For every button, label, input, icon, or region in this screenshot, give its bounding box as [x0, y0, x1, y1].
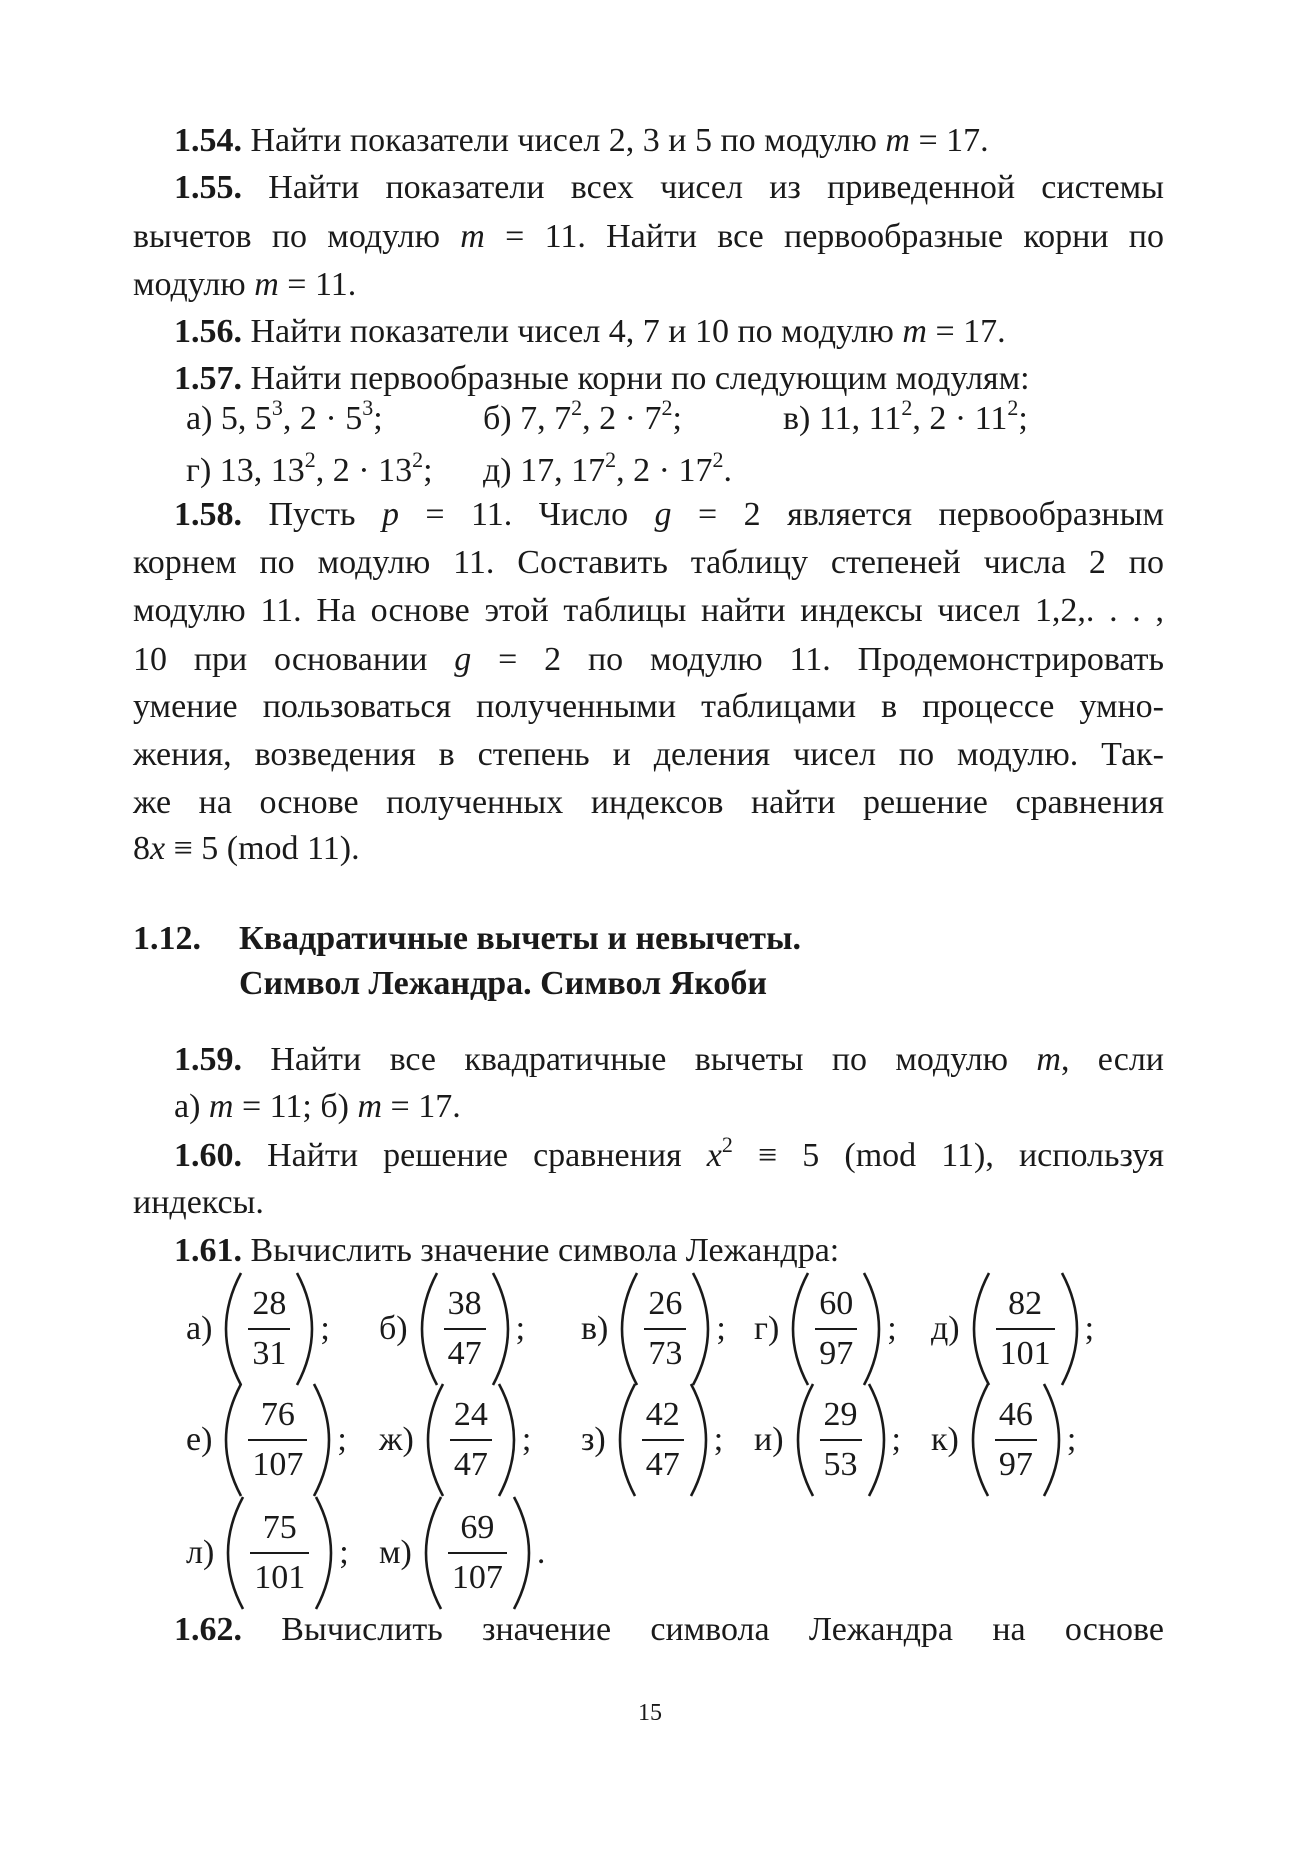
problem-1-60: [174, 1132, 1164, 1180]
exponent: 2: [1007, 395, 1019, 420]
separator: ;: [521, 1421, 532, 1458]
legendre-item: [186, 1495, 349, 1611]
text-segment: = 11; б): [233, 1088, 358, 1125]
item-label: г): [754, 1310, 780, 1347]
right-paren-icon: [496, 1382, 516, 1498]
right-paren-icon: [1059, 1271, 1079, 1387]
numerator: 46: [998, 1396, 1033, 1433]
denominator: 107: [252, 1446, 304, 1483]
text-segment: ≡ 5 (mod 11).: [165, 830, 360, 867]
text-segment: = 17.: [926, 313, 1006, 350]
section-number: 1.12.: [133, 920, 201, 957]
separator: .: [536, 1534, 546, 1571]
problem-1-62: [174, 1606, 1164, 1654]
separator: ;: [1066, 1421, 1077, 1458]
left-paren-icon: [420, 1271, 440, 1387]
math-variable: m: [208, 1088, 234, 1125]
text-segment: ≡ 5 (mod 11), используя: [732, 1137, 1164, 1174]
right-paren-icon: [313, 1495, 333, 1611]
math-variable: m: [460, 218, 485, 255]
item-label: в): [581, 1310, 609, 1347]
text-segment: д) 17, 17: [483, 452, 606, 489]
denominator: 101: [254, 1559, 306, 1596]
problem-number: 1.58.: [174, 496, 242, 533]
numerator: 29: [823, 1396, 858, 1433]
legendre-item: [581, 1382, 723, 1498]
problem-1-59-cont: [174, 1083, 1164, 1131]
text-segment: 10 при основании: [133, 641, 455, 678]
right-paren-icon: [688, 1382, 708, 1498]
text-segment: = 11. Число: [398, 496, 655, 533]
text-segment: .: [723, 452, 732, 489]
denominator: 47: [447, 1335, 482, 1372]
numerator: 60: [819, 1285, 854, 1322]
numerator: 38: [447, 1285, 482, 1322]
problem-number: 1.60.: [174, 1137, 242, 1174]
fraction: [642, 1395, 684, 1485]
text-segment: ;: [373, 400, 383, 437]
fraction-bar: [820, 1439, 862, 1441]
option-g: [186, 447, 433, 495]
left-paren-icon: [224, 1382, 244, 1498]
right-paren-icon: [311, 1382, 331, 1498]
legendre-item: [581, 1271, 726, 1387]
problem-1-55-cont: [133, 261, 1164, 309]
legendre-item: [379, 1495, 545, 1611]
text-segment: , 2 · 17: [616, 452, 713, 489]
fraction: [250, 1508, 309, 1598]
text-segment: корнем по модулю 11. Составить таблицу степеней числа 2 по: [133, 544, 1164, 581]
problem-1-61: [174, 1227, 1164, 1275]
problem-1-59: [174, 1036, 1164, 1084]
left-paren-icon: [226, 1495, 246, 1611]
fraction: [444, 1284, 486, 1374]
legendre-item: [186, 1271, 330, 1387]
text-segment: , 2 · 13: [315, 452, 413, 489]
text-segment: , если: [1060, 1041, 1164, 1078]
text-segment: жения, возведения в степень и деления чисел по модулю. Так-: [133, 736, 1164, 773]
text-segment: г) 13, 13: [186, 452, 305, 489]
right-paren-icon: [861, 1271, 881, 1387]
fraction-bar: [450, 1439, 492, 1441]
fraction-bar: [642, 1439, 684, 1441]
problem-1-58-cont: [133, 587, 1164, 635]
fraction: [995, 1395, 1037, 1485]
exponent: 3: [362, 395, 374, 420]
fraction-bar: [995, 1439, 1037, 1441]
separator: ;: [891, 1421, 901, 1458]
problem-1-58-cont: [133, 731, 1164, 779]
left-paren-icon: [972, 1271, 992, 1387]
left-paren-icon: [424, 1495, 444, 1611]
problem-1-60-cont: [133, 1179, 1164, 1227]
numerator: 26: [648, 1285, 683, 1322]
item-label: е): [186, 1421, 213, 1458]
legendre-item: [931, 1382, 1076, 1498]
legendre-item: [931, 1271, 1094, 1387]
section-title-line2: Символ Лежандра. Символ Якоби: [239, 965, 767, 1002]
text-segment: , 2 · 7: [582, 400, 662, 437]
problem-1-58-cont: [133, 683, 1164, 731]
numerator: 82: [1008, 1285, 1043, 1322]
text-segment: Найти все квадратичные вычеты по модулю: [242, 1041, 1037, 1078]
problem-1-58-cont: [133, 539, 1164, 587]
separator: ;: [713, 1421, 724, 1458]
math-variable: x: [706, 1137, 722, 1174]
problem-1-58: [174, 491, 1164, 539]
item-label: ж): [379, 1421, 414, 1458]
problem-number: 1.57.: [174, 360, 242, 397]
problem-1-58-cont: [133, 636, 1164, 684]
denominator: 73: [648, 1335, 683, 1372]
option-b: [483, 395, 682, 443]
text-segment: = 11. Найти все первообразные корни по: [484, 218, 1164, 255]
text-segment: Вычислить значение символа Лежандра:: [242, 1232, 840, 1269]
numerator: 42: [645, 1396, 680, 1433]
exponent: 2: [712, 447, 724, 472]
legendre-item: [186, 1382, 347, 1498]
text-segment: = 17.: [382, 1088, 461, 1125]
left-paren-icon: [224, 1271, 244, 1387]
problem-1-54: [174, 117, 1164, 165]
right-paren-icon: [511, 1495, 531, 1611]
text-segment: ;: [423, 452, 433, 489]
text-segment: = 11.: [278, 266, 357, 303]
math-variable: m: [902, 313, 927, 350]
right-paren-icon: [490, 1271, 510, 1387]
separator: ;: [887, 1310, 897, 1347]
fraction: [996, 1284, 1055, 1374]
fraction-bar: [250, 1552, 309, 1554]
text-segment: = 2 является первообразным: [671, 496, 1164, 533]
denominator: 101: [999, 1335, 1051, 1372]
item-label: з): [581, 1421, 606, 1458]
text-segment: б) 7, 7: [483, 400, 572, 437]
option-v: [783, 395, 1028, 443]
fraction: [644, 1284, 686, 1374]
numerator: 76: [260, 1396, 295, 1433]
text-segment: в) 11, 11: [783, 400, 902, 437]
denominator: 53: [823, 1446, 858, 1483]
denominator: 107: [451, 1559, 503, 1596]
numerator: 69: [460, 1509, 495, 1546]
exponent: 2: [721, 1132, 733, 1157]
exponent: 2: [304, 447, 316, 472]
right-paren-icon: [294, 1271, 314, 1387]
text-segment: , 2 · 11: [912, 400, 1008, 437]
section-title-line1: Квадратичные вычеты и невычеты.: [239, 920, 802, 957]
problem-number: 1.55.: [174, 169, 242, 206]
right-paren-icon: [690, 1271, 710, 1387]
text-segment: Найти показатели чисел 4, 7 и 10 по модулю: [242, 313, 903, 350]
left-paren-icon: [618, 1382, 638, 1498]
text-segment: Найти показатели чисел 2, 3 и 5 по модулю: [242, 122, 886, 159]
fraction-bar: [444, 1328, 486, 1330]
problem-1-58-cont: [133, 779, 1164, 827]
legendre-item: [379, 1382, 531, 1498]
item-label: а): [186, 1310, 213, 1347]
problem-number: 1.62.: [174, 1611, 242, 1648]
text-segment: , 2 · 5: [282, 400, 363, 437]
text-segment: Вычислить значение символа Лежандра на основе: [242, 1611, 1164, 1648]
text-segment: вычетов по модулю: [133, 218, 461, 255]
fraction-bar: [448, 1552, 507, 1554]
exponent: 2: [412, 447, 424, 472]
problem-number: 1.56.: [174, 313, 242, 350]
legendre-item: [379, 1271, 525, 1387]
fraction: [248, 1395, 307, 1485]
item-label: д): [931, 1310, 960, 1347]
text-segment: а) 5, 5: [186, 400, 272, 437]
text-segment: Найти первообразные корни по следующим модулям:: [242, 360, 1030, 397]
text-segment: = 17.: [909, 122, 989, 159]
numerator: 75: [262, 1509, 297, 1546]
separator: ;: [1084, 1310, 1095, 1347]
item-label: и): [754, 1421, 784, 1458]
text-segment: Найти показатели всех чисел из приведенной системы: [242, 169, 1164, 206]
fraction-bar: [644, 1328, 686, 1330]
denominator: 47: [645, 1446, 680, 1483]
problem-1-58-cont: [133, 825, 1164, 873]
problem-1-55-cont: [133, 213, 1164, 261]
fraction: [448, 1508, 507, 1598]
option-d: [483, 447, 732, 495]
text-segment: Найти решение сравнения: [242, 1137, 707, 1174]
fraction-bar: [248, 1439, 307, 1441]
item-label: м): [379, 1534, 412, 1571]
text-segment: же на основе полученных индексов найти решение сравнения: [133, 784, 1164, 821]
left-paren-icon: [791, 1271, 811, 1387]
fraction-bar: [248, 1328, 290, 1330]
item-label: к): [931, 1421, 959, 1458]
page-number: 15: [638, 1700, 662, 1726]
text-segment: модулю: [133, 266, 255, 303]
denominator: 97: [819, 1335, 854, 1372]
fraction: [248, 1284, 290, 1374]
exponent: 2: [661, 395, 673, 420]
math-variable: m: [357, 1088, 383, 1125]
problem-number: 1.54.: [174, 122, 242, 159]
math-variable: g: [454, 641, 472, 678]
exponent: 3: [271, 395, 283, 420]
fraction: [815, 1284, 857, 1374]
text-segment: умение пользоваться полученными таблицами в процессе умно-: [133, 688, 1164, 725]
left-paren-icon: [971, 1382, 991, 1498]
exponent: 2: [571, 395, 583, 420]
numerator: 24: [453, 1396, 488, 1433]
fraction: [450, 1395, 492, 1485]
separator: ;: [337, 1421, 347, 1458]
fraction-bar: [996, 1328, 1055, 1330]
math-variable: m: [1036, 1041, 1061, 1078]
left-paren-icon: [796, 1382, 816, 1498]
text-segment: ;: [672, 400, 682, 437]
math-variable: g: [654, 496, 672, 533]
text-segment: индексы.: [133, 1184, 264, 1221]
separator: ;: [339, 1534, 349, 1571]
text-segment: = 2 по модулю 11. Продемонстрировать: [471, 641, 1164, 678]
denominator: 97: [998, 1446, 1033, 1483]
option-a: [186, 395, 383, 443]
right-paren-icon: [866, 1382, 886, 1498]
text-segment: ;: [1018, 400, 1028, 437]
text-segment: модулю 11. На основе этой таблицы найти индексы чисел 1,2,. . . ,: [133, 592, 1164, 629]
fraction: [820, 1395, 862, 1485]
math-variable: x: [150, 830, 166, 867]
separator: ;: [716, 1310, 726, 1347]
math-variable: p: [381, 496, 399, 533]
left-paren-icon: [426, 1382, 446, 1498]
denominator: 47: [453, 1446, 488, 1483]
separator: ;: [515, 1310, 526, 1347]
problem-number: 1.61.: [174, 1232, 242, 1269]
problem-number: 1.59.: [174, 1041, 242, 1078]
math-variable: m: [885, 122, 910, 159]
numerator: 28: [252, 1285, 287, 1322]
left-paren-icon: [620, 1271, 640, 1387]
denominator: 31: [252, 1335, 287, 1372]
item-label: б): [379, 1310, 408, 1347]
separator: ;: [320, 1310, 330, 1347]
exponent: 2: [605, 447, 617, 472]
exponent: 2: [901, 395, 913, 420]
text-segment: Пусть: [242, 496, 382, 533]
legendre-item: [754, 1382, 901, 1498]
problem-1-55: [174, 164, 1164, 212]
text-segment: а): [174, 1088, 209, 1125]
text-segment: 8: [133, 830, 150, 867]
legendre-item: [754, 1271, 897, 1387]
math-variable: m: [254, 266, 279, 303]
fraction-bar: [815, 1328, 857, 1330]
item-label: л): [186, 1534, 215, 1571]
problem-1-56: [174, 308, 1164, 356]
right-paren-icon: [1041, 1382, 1061, 1498]
